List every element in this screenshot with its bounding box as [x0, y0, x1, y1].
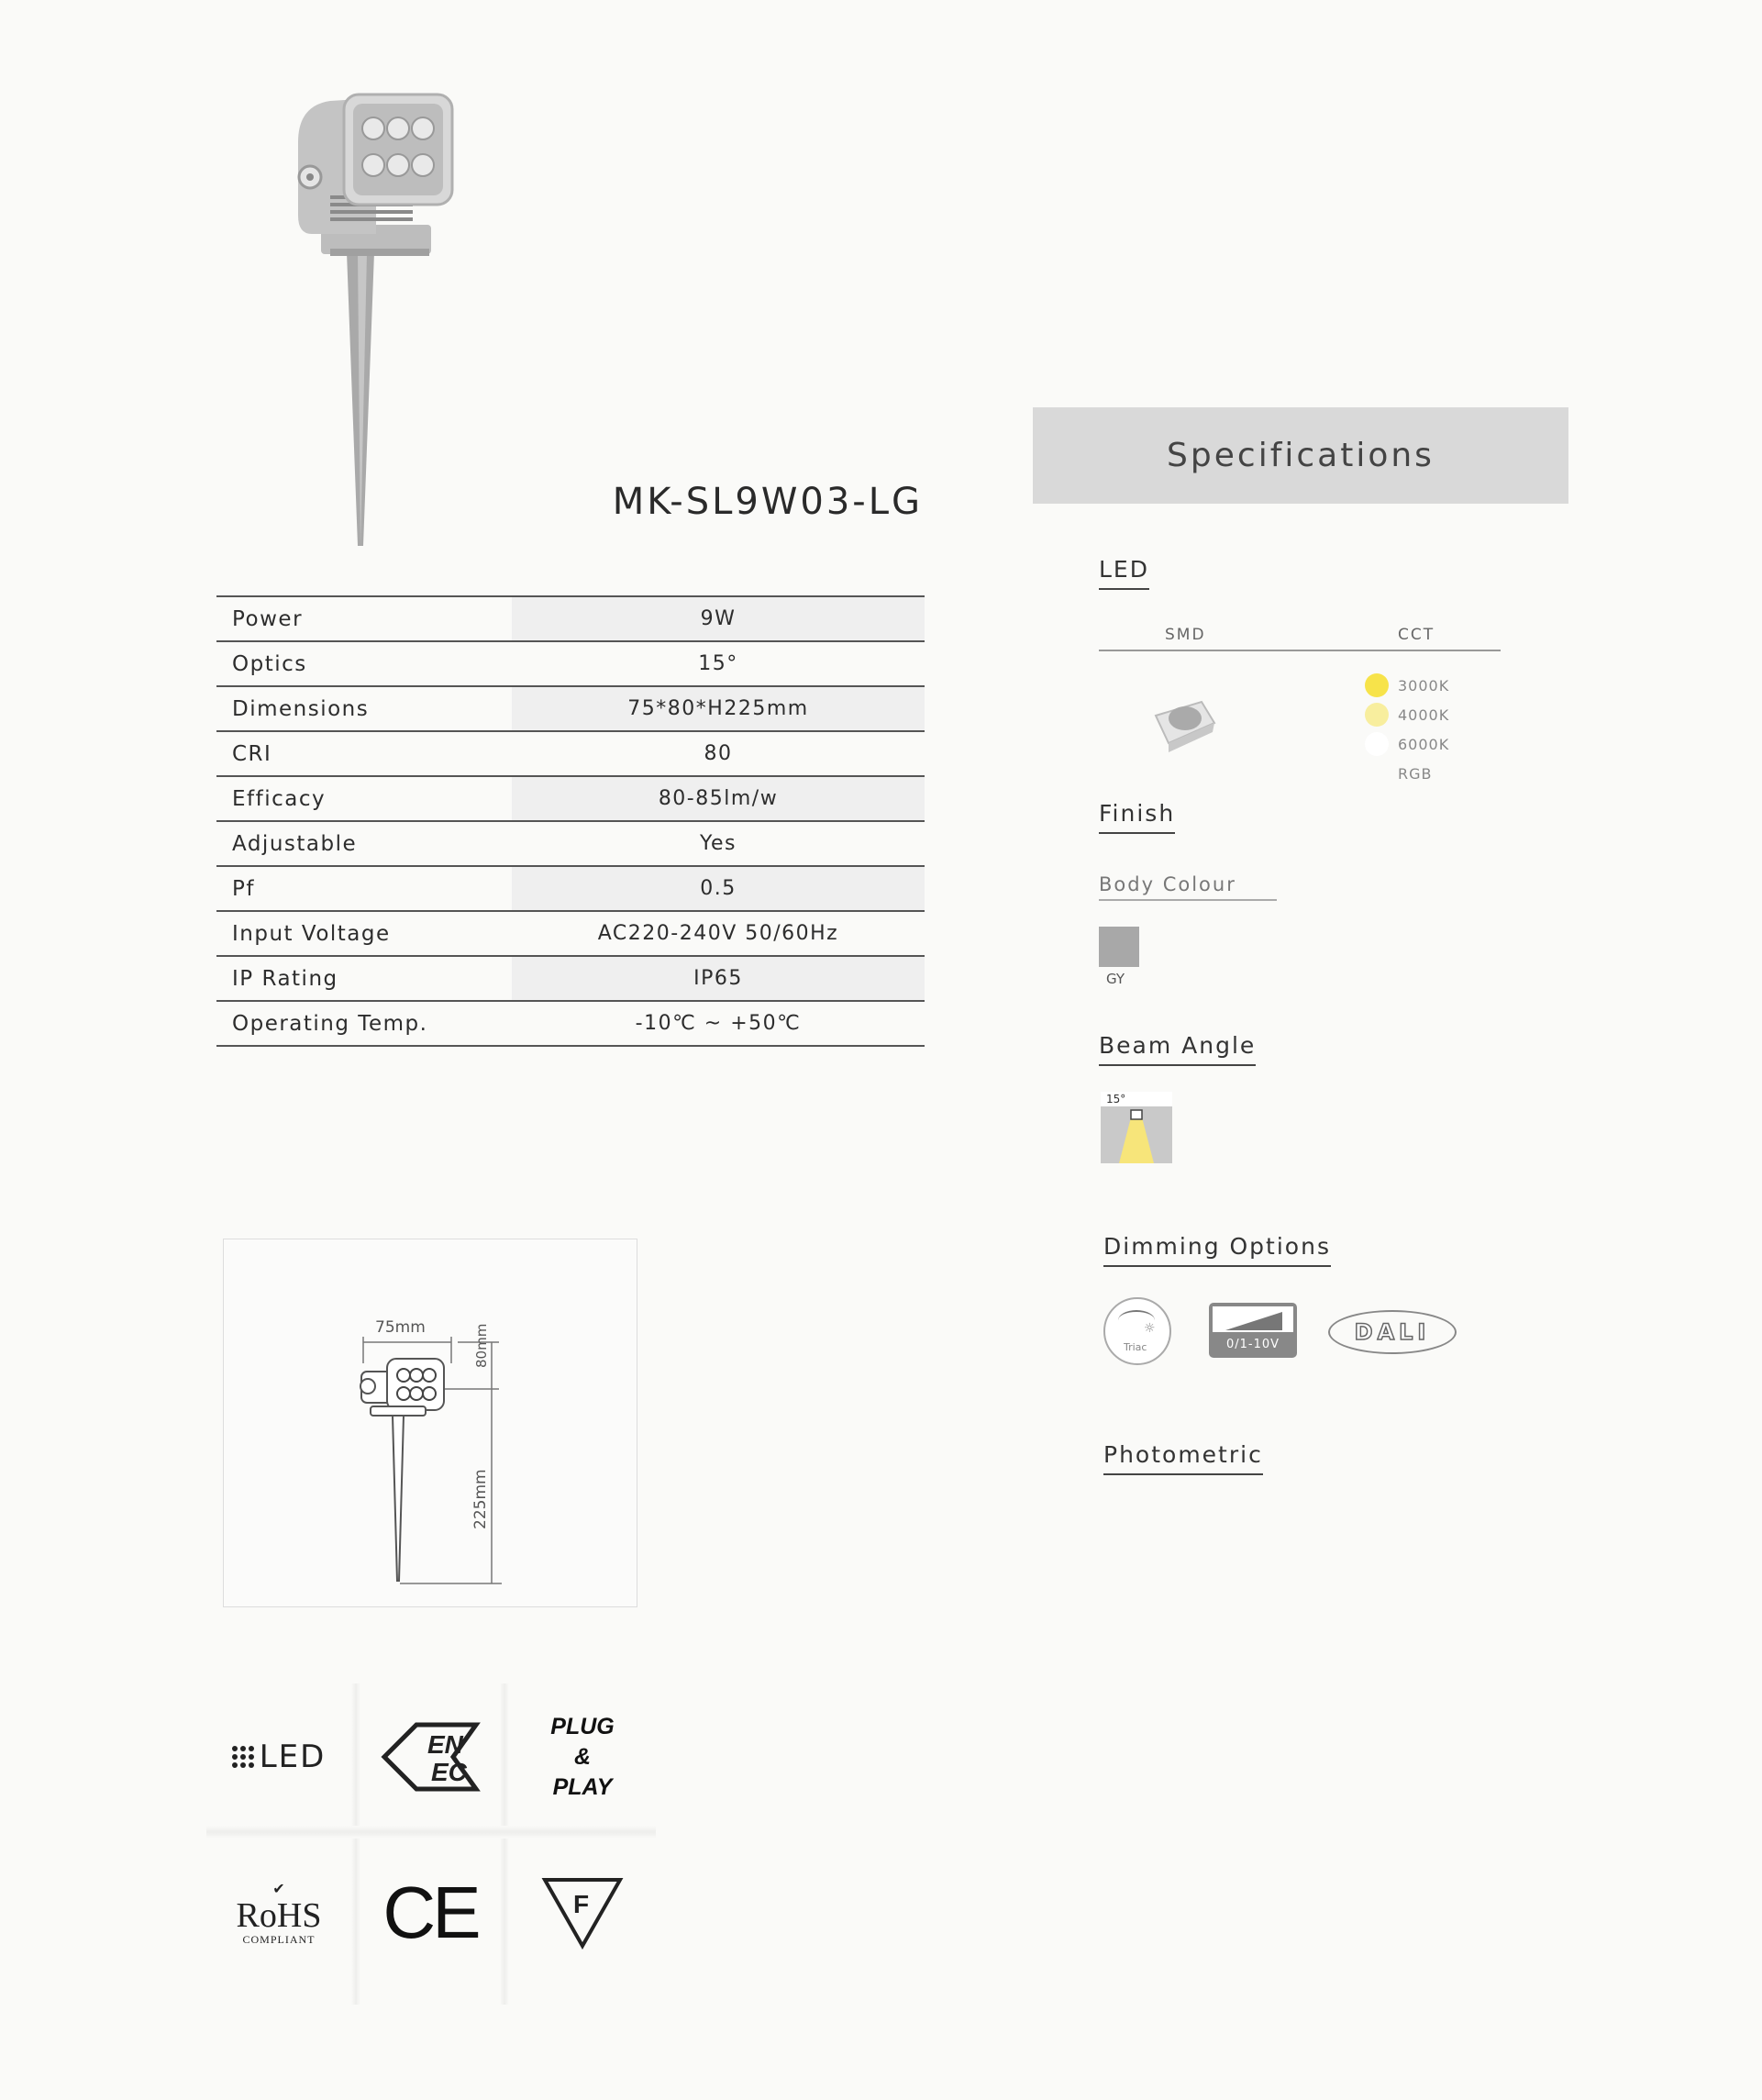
row-value: Yes	[699, 832, 737, 855]
cct-swatch	[1365, 673, 1389, 697]
row-label: Pf	[232, 876, 255, 901]
dali-dimming-icon: DALI	[1328, 1310, 1457, 1354]
analog-dimming-icon: 0/1-10V	[1209, 1303, 1297, 1358]
specifications-header: Specifications	[1033, 407, 1568, 504]
table-row	[216, 822, 925, 867]
table-row	[216, 732, 925, 777]
table-row	[216, 777, 925, 822]
table-row	[216, 957, 925, 1002]
cct-label: CCT	[1398, 626, 1435, 644]
plug-and-play-logo: PLUG & PLAY	[550, 1713, 615, 1800]
leaf-check-icon: ✔	[272, 1881, 285, 1897]
row-label: Operating Temp.	[232, 1011, 428, 1036]
led-logo: LED	[206, 1702, 351, 1812]
led-section-title: LED	[1099, 556, 1149, 590]
row-value: AC220-240V 50/60Hz	[597, 922, 839, 945]
dimming-section-title: Dimming Options	[1103, 1233, 1331, 1267]
row-value: -10℃ ~ +50℃	[635, 1012, 802, 1035]
smd-label: SMD	[1165, 626, 1206, 644]
row-value: IP65	[512, 957, 925, 1000]
beam-angle-section-title: Beam Angle	[1099, 1032, 1256, 1066]
table-row	[216, 687, 925, 732]
row-label: Input Voltage	[232, 921, 391, 946]
row-label: Optics	[232, 651, 307, 676]
table-row	[216, 912, 925, 957]
total-height-dimension: 225mm	[471, 1469, 490, 1529]
colour-swatch-gy	[1099, 927, 1139, 967]
table-row	[216, 1002, 925, 1047]
row-value: 80	[704, 742, 733, 765]
certifications-grid	[206, 1683, 656, 2005]
row-value: 80-85lm/w	[512, 777, 925, 820]
cct-option: 4000K	[1365, 703, 1449, 727]
row-value: 0.5	[512, 867, 925, 910]
body-colour-label: Body Colour	[1099, 873, 1277, 901]
head-height-dimension: 80mm	[473, 1323, 490, 1368]
divider	[1099, 650, 1501, 651]
cct-swatch	[1365, 761, 1389, 785]
smd-chip-icon	[1147, 688, 1220, 752]
beam-angle-icon: 15°	[1101, 1092, 1172, 1163]
row-label: Efficacy	[232, 786, 327, 811]
svg-text:EN: EN	[427, 1730, 463, 1759]
photometric-section-title: Photometric	[1103, 1441, 1263, 1475]
spec-table	[216, 595, 925, 1047]
product-image	[275, 87, 459, 555]
cct-swatch	[1365, 703, 1389, 727]
row-label: IP Rating	[232, 966, 338, 991]
ce-logo: CE	[382, 1872, 478, 1953]
sun-icon: ☼	[1144, 1321, 1156, 1336]
enec-logo	[360, 1702, 500, 1812]
row-value: 9W	[512, 597, 925, 640]
row-label: CRI	[232, 741, 272, 766]
cct-option: 6000K	[1365, 732, 1449, 756]
row-label: Dimensions	[232, 696, 370, 721]
led-dots-icon	[232, 1746, 254, 1768]
cct-swatch	[1365, 732, 1389, 756]
triac-dimming-icon: ☼ Triac	[1103, 1297, 1171, 1365]
row-value: 15°	[698, 652, 738, 675]
svg-text:EC: EC	[431, 1758, 467, 1786]
colour-code: GY	[1106, 971, 1125, 987]
f-mark-logo	[509, 1849, 656, 1977]
dimension-drawing	[223, 1239, 637, 1607]
width-dimension: 75mm	[375, 1318, 426, 1337]
row-label: Power	[232, 606, 304, 631]
rohs-logo: ✔ RoHS COMPLIANT	[236, 1881, 322, 1946]
cct-option: 3000K	[1365, 673, 1449, 697]
cct-option: RGB	[1365, 761, 1433, 785]
row-value: 75*80*H225mm	[512, 687, 925, 730]
table-row	[216, 597, 925, 642]
model-number: MK-SL9W03-LG	[612, 481, 923, 523]
table-row	[216, 867, 925, 912]
svg-text:F: F	[573, 1890, 590, 1918]
table-row	[216, 642, 925, 687]
finish-section-title: Finish	[1099, 800, 1175, 834]
row-label: Adjustable	[232, 831, 358, 856]
